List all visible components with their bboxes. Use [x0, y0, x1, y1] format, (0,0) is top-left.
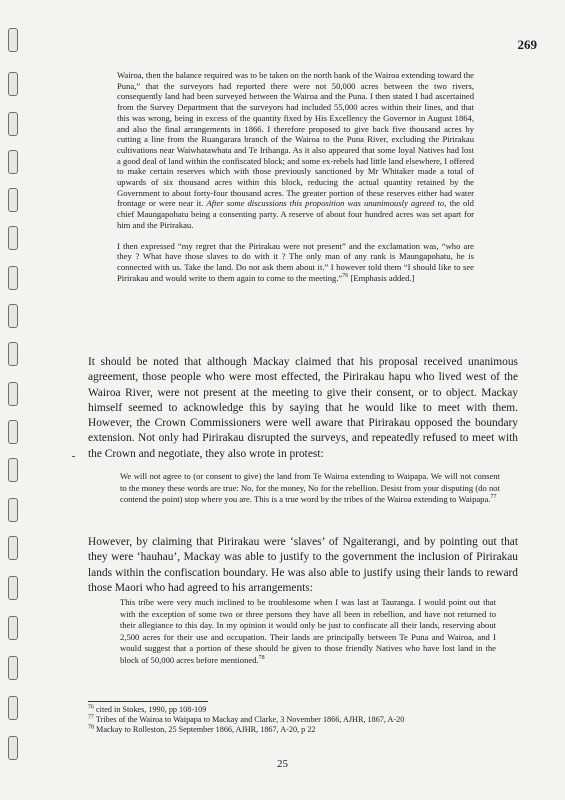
footnote-ref: 76 [342, 272, 349, 279]
binding-ring [8, 656, 18, 680]
binding-ring [8, 458, 18, 482]
scan-mark [72, 456, 75, 457]
binding-ring [8, 304, 18, 328]
block-quote-tribe [120, 597, 496, 666]
footnote-text: Tribes of the Wairoa to Waipapa to Mackay and Clarke, 3 November 1866, AJHR, 1867, A-20 [95, 715, 405, 725]
binding-ring [8, 150, 18, 174]
footnote-ref: 77 [490, 494, 497, 501]
page-number-bottom: 25 [277, 758, 288, 770]
binding-ring [8, 382, 18, 406]
footnotes [88, 705, 508, 736]
footnote [88, 705, 508, 715]
footnote-text: cited in Stokes, 1990, pp 108-109 [96, 705, 207, 714]
footnote-number: 78 [88, 724, 94, 731]
block-quote-pirirakau [120, 471, 500, 506]
quote-text: This tribe were very much inclined to be troublesome when I was last at Tauranga. I would point out that with the exception of some two or three persons they have all been in rebellion, and have not returned to their allegiance to this day. In my opinion it would only be just to confiscate all their lands, reserving about 2,500 acres for their use and occupation. Their lands are principally between Te Puna and Wairoa, and I would suggest that a portion of these should be given to those friendly Natives who have lost land in the block of 50,000 acres before mentioned. [120, 597, 496, 665]
footnote-ref: 78 [258, 654, 265, 661]
binding-ring [8, 498, 18, 522]
binding-rings [4, 20, 24, 790]
footnote-number: 76 [88, 704, 94, 711]
quote-text: the old chief Maungapohatu being a consenting party. A reserve of about four hundred acres was set apart for him and the Pirirakau. [117, 198, 474, 230]
paragraph-text: However, by claiming that Pirirakau were ‘slaves’ of Ngaiterangi, and by pointing out that they were ‘hauhau’, Mackay was able to justify to the government the inclusion of Pirirakau lands within the confiscation boundary. He was also able to justify using their lands to reward those Maori who had agreed to his arrangements: [88, 536, 518, 594]
footnote-text: Mackay to Rolleston, 25 September 1866, AJHR, 1867, A-20, p 22 [96, 725, 316, 735]
body-paragraph [88, 355, 518, 462]
paragraph-text: It should be noted that although Mackay claimed that his proposal received unanimous agreement, those people who were most effected, the Pirirakau hapu who lived west of the Wairoa River, were not present at the meeting to give their consent, or to object. Mackay himself seemed to acknowledge this by saying that he would like to meet with them. However, the Crown Commissioners were well aware that Pirirakau opposed the boundary extension. Not only had Pirirakau disrupted the surveys, and repeatedly refused to meet with the Crown and negotiate, they also wrote in protest: [88, 356, 518, 460]
footnote [88, 725, 508, 735]
quote-text: Wairoa, then the balance required was to be taken on the north bank of the Wairoa extending toward the Puna,” that the surveyors had reported there were not 50,000 acres between the two rivers, consequently land had been surveyed between the Wairoa and the Puna. I then stated I had ascertained from the Survey Department that the surveyors had included 55,000 acres within their lines, and that this was wrong, being in excess of the quantity fixed by His Excellency the Governor in August 1864, and also the final arrangements in 1866. I therefore proposed to give back five thousand acres by cutting a line from the Ruangarara branch of the Wairoa to the Puna River, excluding the Pirirakau cultivations near Waiwhatawhata and Te Irihanga. As it also appeared that some loyal Natives had lost a good deal of land within the confiscated block; and some ex-rebels had little land elsewhere, I offered to make certain reserves which with those previously sanctioned by Mr Whitaker made a total of upwards of six thousand acres within this block, reducing the actual quantity retained by the Government to about forty-four thousand acres. The greater portion of these reserves either had water frontage or were near it. [117, 70, 474, 209]
block-quote-mackay [117, 70, 474, 283]
quote-annotation: [Emphasis added.] [350, 272, 415, 283]
binding-ring [8, 28, 18, 52]
quote-emphasis: After some discussions this proposition was unanimously agreed to, [206, 198, 447, 209]
footnote [88, 715, 508, 725]
binding-ring [8, 72, 18, 96]
binding-ring [8, 420, 18, 444]
binding-ring [8, 736, 18, 760]
quote-text: We will not agree to (or consent to give) the land from Te Wairoa extending to Waipapa. We will not consent to the money these words are true: No, for the money, No for the rebellion. Desist from your disputing (do not contend the point) stop where you are. This is a true word by the tribes of the Wairoa extending to Waipapa. [120, 471, 500, 504]
quote-text: I then expressed “my regret that the Pirirakau were not present” and the exclamation was, “who are they ? What have those slaves to do with it ? The only man of any rank is Maungapohatu, he is connected with us. Take the land. Do not ask them about it.” I however told them “I should like to see Pirirakau and would write to them again to come to the meeting.” [117, 240, 474, 283]
binding-ring [8, 616, 18, 640]
body-paragraph [88, 535, 518, 596]
quote-paragraph [120, 597, 496, 666]
quote-paragraph [117, 241, 474, 284]
binding-ring [8, 188, 18, 212]
quote-paragraph [117, 70, 474, 231]
binding-ring [8, 696, 18, 720]
binding-ring [8, 226, 18, 250]
binding-ring [8, 342, 18, 366]
binding-ring [8, 576, 18, 600]
footnote-divider [88, 701, 208, 702]
footnote-number: 77 [88, 714, 94, 721]
binding-ring [8, 112, 18, 136]
binding-ring [8, 536, 18, 560]
page-number-top: 269 [517, 37, 537, 52]
quote-paragraph [120, 471, 500, 506]
binding-ring [8, 266, 18, 290]
